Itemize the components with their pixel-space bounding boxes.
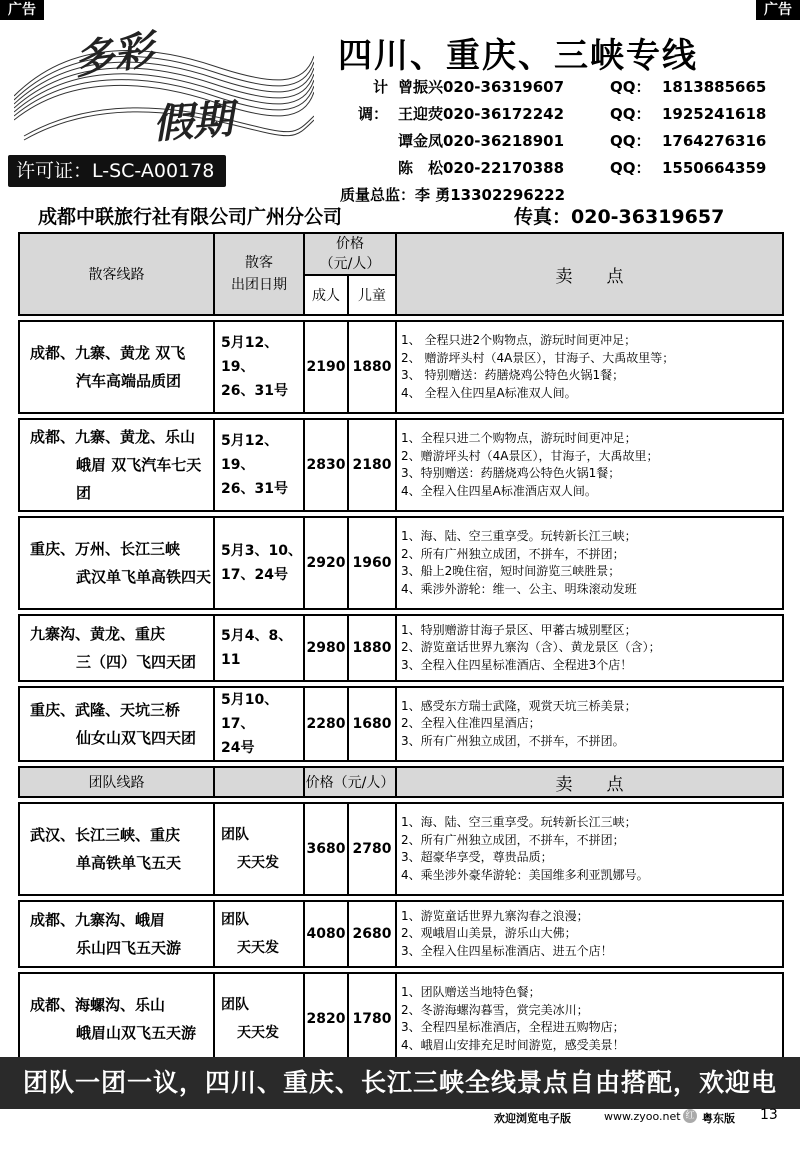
contact-name-phone: 王迎荧020-36172242 [398, 105, 565, 123]
date-cell [214, 517, 304, 609]
date-line1: 5月12、19、 [221, 335, 279, 375]
selling-point: 2、游览童话世界九寨沟（含）、黄龙景区（含）； [401, 640, 661, 655]
qq-label: QQ： [610, 78, 651, 96]
selling-point: 3、船上2晚住宿，短时间游览三峡胜景； [401, 564, 621, 578]
header-selling-points: 卖 点 [396, 233, 783, 315]
selling-points [396, 687, 783, 761]
date-line2: 26、31号 [221, 383, 288, 399]
route-cell [19, 321, 214, 413]
route-line2: 汽车高端品质团 [76, 372, 182, 390]
table-row [19, 901, 783, 967]
license-number: 许可证：L-SC-A00178 [8, 155, 226, 187]
child-price: 2780 [348, 803, 396, 895]
date-line1: 5月3、10、 [221, 543, 302, 559]
group-header-route: 团队线路 [19, 767, 214, 797]
contact-row [340, 101, 780, 128]
selling-point: 1、 全程只进2个购物点，游玩时间更冲足； [401, 333, 637, 347]
date-line1: 团队 [221, 827, 249, 843]
adult-price: 3680 [304, 803, 348, 895]
contact-name-phone: 曾振兴020-36319607 [398, 78, 565, 96]
selling-point: 2、 赠游坪头村（4A景区），甘海子、大禹故里等； [401, 350, 675, 365]
selling-point: 1、团队赠送当地特色餐； [401, 985, 541, 999]
company-logo [14, 26, 314, 156]
date-cell [214, 419, 304, 511]
selling-point: 1、海、陆、空三重享受。玩转新长江三峡； [401, 529, 637, 543]
header-price-line1: 价格 [336, 236, 364, 252]
date-cell [214, 687, 304, 761]
selling-point: 3、所有广州独立成团，不拼车，不拼团。 [401, 733, 625, 748]
selling-points [396, 321, 783, 413]
footer-text: 欢迎浏览电子版 [494, 1112, 571, 1125]
selling-point: 2、所有广州独立成团，不拼车，不拼团； [401, 832, 625, 847]
qq-number: 1550664359 [662, 159, 767, 177]
route-line2: 峨眉山双飞五天游 [76, 1024, 197, 1042]
qq-label: QQ： [610, 159, 651, 177]
route-line1: 成都、海螺沟、乐山 [30, 996, 166, 1014]
selling-point: 2、全程入住准四星酒店； [401, 716, 541, 731]
table-row [19, 517, 783, 609]
child-price: 1880 [348, 615, 396, 681]
selling-point: 3、特别赠送：药膳烧鸡公特色火锅1餐； [401, 466, 621, 480]
selling-point: 4、峨眉山安排充足时间游览，感受美景！ [401, 1037, 625, 1052]
selling-point: 3、全程入住四星标准酒店、进五个店！ [401, 943, 613, 958]
contact-name-phone: 陈 松020-22170388 [398, 159, 565, 177]
route-line1: 重庆、武隆、天坑三桥 [30, 701, 181, 719]
adult-price: 2820 [304, 973, 348, 1065]
header-date [214, 233, 304, 315]
child-price: 1880 [348, 321, 396, 413]
selling-point: 3、超豪华享受，尊贵品质； [401, 850, 553, 864]
table-row [19, 321, 783, 413]
route-line1: 成都、九寨、黄龙 双飞 [30, 344, 186, 362]
selling-points [396, 419, 783, 511]
contact-list [340, 74, 780, 209]
date-line2: 24号 [221, 740, 255, 756]
page-headline: 四川、重庆、三峡专线 [338, 36, 698, 76]
date-line2: 天天发 [237, 940, 279, 956]
header-adult: 成人 [304, 275, 348, 315]
ad-tag-left: 广告 [0, 0, 44, 20]
quality-director: 质量总监：李 勇13302296222 [340, 186, 566, 204]
header-price [304, 233, 396, 275]
contact-label: 计 调： [357, 78, 388, 123]
qq-label: QQ： [610, 105, 651, 123]
route-line2: 单高铁单飞五天 [76, 854, 182, 872]
date-cell [214, 615, 304, 681]
route-cell [19, 901, 214, 967]
qq-label: QQ： [610, 132, 651, 150]
adult-price: 2190 [304, 321, 348, 413]
date-line1: 5月4、8、11 [221, 628, 293, 668]
selling-point: 3、 特别赠送：药膳烧鸡公特色火锅1餐； [401, 368, 625, 382]
route-cell [19, 687, 214, 761]
logo-text-top: 多彩 [70, 26, 157, 84]
logo-text-bottom: 假期 [151, 95, 235, 148]
tour-table [18, 232, 784, 1066]
selling-points [396, 901, 783, 967]
route-line2: 仙女山双飞四天团 [76, 729, 197, 747]
route-cell [19, 419, 214, 511]
selling-point: 4、乘坐涉外豪华游轮：美国维多利亚凯娜号。 [401, 867, 649, 882]
table-row [19, 687, 783, 761]
date-line2: 天天发 [237, 855, 279, 871]
date-line1: 5月10、17、 [221, 692, 279, 732]
route-line2: 三（四）飞四天团 [76, 653, 197, 671]
route-line1: 成都、九寨沟、峨眉 [30, 911, 166, 929]
route-line2: 武汉单飞单高铁四天 [76, 568, 212, 586]
date-line2: 天天发 [237, 1025, 279, 1041]
company-name: 成都中联旅行社有限公司广州分公司 [38, 206, 343, 228]
adult-price: 2980 [304, 615, 348, 681]
qq-number: 1764276316 [662, 132, 767, 150]
selling-point: 3、全程四星标准酒店，全程进五购物店； [401, 1020, 625, 1034]
date-cell [214, 901, 304, 967]
adult-price: 2280 [304, 687, 348, 761]
group-header-price: 价格（元/人） [304, 767, 396, 797]
page-number: 13 [760, 1107, 778, 1123]
header-price-line2: （元/人） [319, 256, 381, 272]
date-line2: 26、31号 [221, 481, 288, 497]
contact-row [340, 155, 780, 182]
selling-point: 4、 全程入住四星A标准双人间。 [401, 385, 577, 400]
selling-point: 1、海、陆、空三重享受。玩转新长江三峡； [401, 815, 637, 829]
footer-edition: 粤东版 [702, 1112, 735, 1125]
group-header-selling-points: 卖 点 [396, 767, 783, 797]
footer-url[interactable]: www.zyoo.net [604, 1110, 681, 1123]
group-header-date [214, 767, 304, 797]
adult-price: 2830 [304, 419, 348, 511]
page-footer [0, 1109, 800, 1125]
date-line1: 团队 [221, 912, 249, 928]
route-line2: 峨眉 双飞汽车七天团 [76, 456, 202, 502]
date-cell [214, 803, 304, 895]
route-cell [19, 973, 214, 1065]
selling-point: 1、游览童话世界九寨沟春之浪漫； [401, 908, 589, 923]
child-price: 2680 [348, 901, 396, 967]
route-line1: 成都、九寨、黄龙、乐山 [30, 428, 196, 446]
fax-number: 传真：020-36319657 [514, 206, 725, 228]
bottom-banner: 团队一团一议，四川、重庆、长江三峡全线景点自由搭配，欢迎电询！ [0, 1057, 800, 1109]
header-date-line2: 出团日期 [231, 277, 287, 293]
header-child: 儿童 [348, 275, 396, 315]
route-line2: 乐山四飞五天游 [76, 939, 182, 957]
selling-points [396, 973, 783, 1065]
header-route: 散客线路 [19, 233, 214, 315]
selling-point: 1、感受东方瑞士武隆，观赏天坑三桥美景； [401, 698, 637, 713]
qq-number: 1925241618 [662, 105, 767, 123]
selling-point: 4、全程入住四星A标准酒店双人间。 [401, 483, 597, 498]
selling-point: 2、观峨眉山美景，游乐山大佛； [401, 926, 577, 941]
selling-point: 2、冬游海螺沟暮雪，赏完美冰川； [401, 1002, 589, 1017]
qq-number: 1813885665 [662, 78, 767, 96]
date-line1: 5月12、19、 [221, 433, 279, 473]
selling-point: 4、乘涉外游轮：维一、公主、明珠滚动发班 [401, 581, 637, 596]
brand-icon: 红 [683, 1109, 697, 1123]
selling-point: 1、特别赠游甘海子景区、甲蕃古城别墅区； [401, 622, 637, 637]
route-cell [19, 517, 214, 609]
adult-price: 2920 [304, 517, 348, 609]
date-line2: 17、24号 [221, 567, 288, 583]
contact-name-phone: 谭金凤020-36218901 [398, 132, 565, 150]
header-date-line1: 散客 [245, 255, 273, 271]
adult-price: 4080 [304, 901, 348, 967]
date-line1: 团队 [221, 997, 249, 1013]
child-price: 1680 [348, 687, 396, 761]
route-line1: 九寨沟、黄龙、重庆 [30, 625, 166, 643]
table-row [19, 419, 783, 511]
selling-points [396, 615, 783, 681]
table-row [19, 803, 783, 895]
selling-point: 2、赠游坪头村（4A景区），甘海子，大禹故里； [401, 448, 659, 463]
date-cell [214, 321, 304, 413]
route-cell [19, 803, 214, 895]
route-line1: 重庆、万州、长江三峡 [30, 540, 181, 558]
selling-point: 1、全程只进二个购物点，游玩时间更冲足； [401, 431, 637, 445]
selling-point: 2、所有广州独立成团，不拼车，不拼团； [401, 546, 625, 561]
child-price: 1780 [348, 973, 396, 1065]
table-header-row [19, 233, 783, 275]
table-row [19, 973, 783, 1065]
route-line1: 武汉、长江三峡、重庆 [30, 826, 181, 844]
route-cell [19, 615, 214, 681]
table-row [19, 615, 783, 681]
selling-point: 3、全程入住四星标准酒店、全程进3个店！ [401, 657, 633, 672]
selling-points [396, 803, 783, 895]
selling-points [396, 517, 783, 609]
child-price: 2180 [348, 419, 396, 511]
date-cell [214, 973, 304, 1065]
child-price: 1960 [348, 517, 396, 609]
contact-row [340, 128, 780, 155]
ad-tag-right: 广告 [756, 0, 800, 20]
group-header-row [19, 767, 783, 797]
